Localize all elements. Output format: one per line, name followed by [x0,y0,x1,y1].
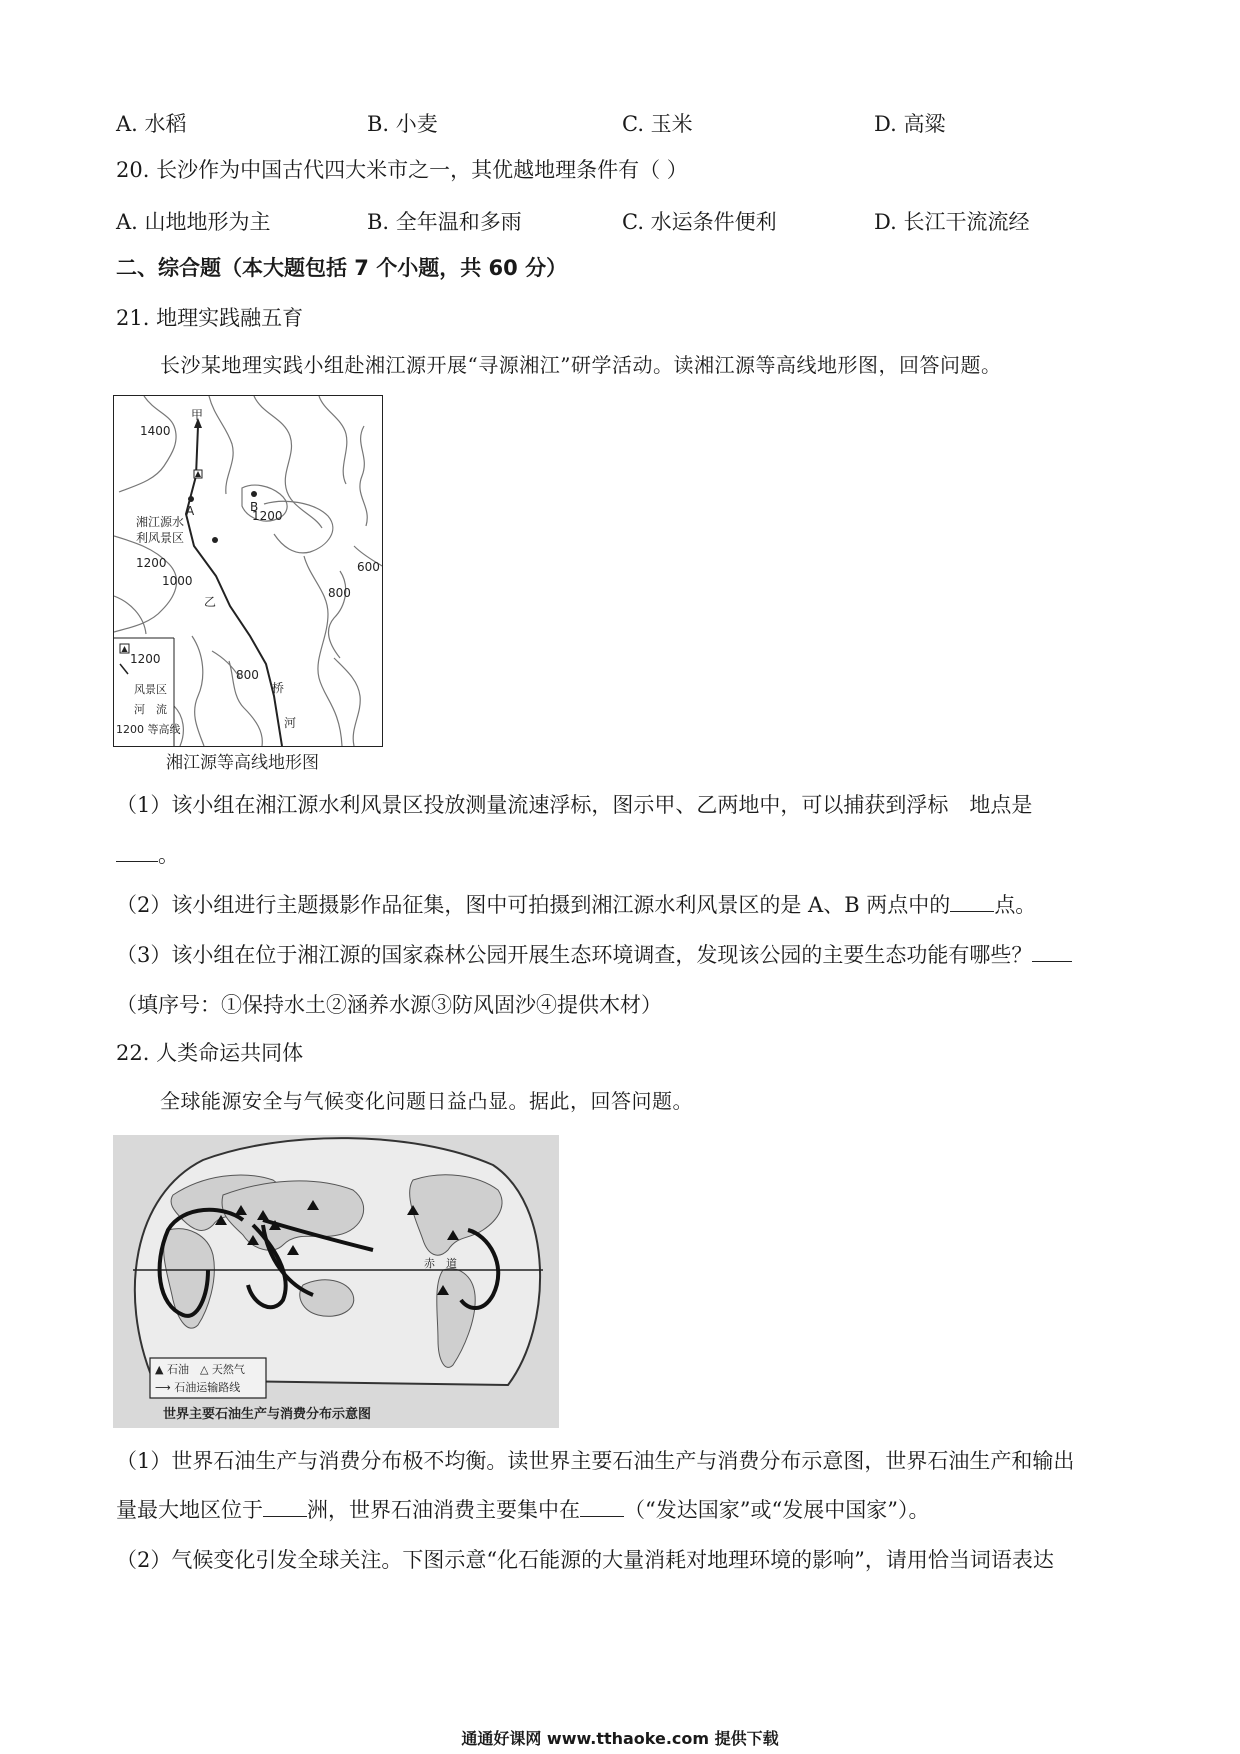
contour-label-800-right: 800 [328,586,351,600]
q20-stem: 20. 长沙作为中国古代四大米市之一，其优越地理条件有（ ） [116,158,688,182]
q19-option-a: A. 水稻 [116,112,187,136]
q19-option-c: C. 玉米 [622,112,693,136]
q21-sub1-answer-line [116,843,179,868]
contour-map [113,395,383,747]
label-jia: 甲 [191,408,204,422]
q21-sub3-note: （填序号：①保持水土②涵养水源③防风固沙④提供木材） [116,993,662,1017]
legend-contour: 1200 等高线 [116,723,181,736]
scenic-label-line2: 利风景区 [136,531,185,545]
label-qiao: 桥 [272,681,285,695]
answer-blank[interactable] [580,1498,624,1517]
legend-river: 河 流 [134,703,167,716]
q21-sub1 [116,793,1032,818]
label-yi: 乙 [204,595,217,609]
q21-sub3-text: （3）该小组在位于湘江源的国家森林公园开展生态环境调查，发现该公园的主要生态功能有哪些？ [116,943,1033,967]
q20-option-b: B. 全年温和多雨 [367,210,522,234]
q21-sub3 [116,943,1072,968]
section-heading: 二、综合题（本大题包括 7 个小题，共 60 分） [116,256,568,280]
page-footer: 通通好课网 www.tthaoke.com 提供下载 [461,1729,779,1748]
q21-sub1-end: 。 [158,843,179,867]
q21-intro: 长沙某地理实践小组赴湘江源开展“寻源湘江”研学活动。读湘江源等高线地形图，回答问题。 [160,353,1002,377]
q22-intro: 全球能源安全与气候变化问题日益凸显。据此，回答问题。 [160,1089,693,1113]
contour-map-caption: 湘江源等高线地形图 [166,753,319,773]
q20-option-a: A. 山地地形为主 [116,210,271,234]
map-legend-route: ⟶ 石油运输路线 [155,1381,241,1394]
q19-option-b: B. 小麦 [367,112,438,136]
q20-option-d: D. 长江干流流经 [874,210,1030,234]
contour-label-600: 600 [357,560,380,574]
equator-label: 赤 道 [424,1257,457,1270]
world-map-caption: 世界主要石油生产与消费分布示意图 [163,1407,372,1422]
q21-sub2-end: 点。 [994,893,1037,917]
contour-label-800-bottom: 800 [236,668,259,682]
scenic-label-line1: 湘江源水 [136,515,185,529]
answer-blank[interactable] [950,893,994,912]
contour-label-1000: 1000 [162,574,193,588]
q22-sub1-text-c: （“发达国家”或“发展中国家”）。 [624,1498,930,1522]
q19-option-d: D. 高粱 [874,112,946,136]
q22-sub1-line2 [116,1498,929,1523]
q20-option-c: C. 水运条件便利 [622,210,777,234]
q22-title: 22. 人类命运共同体 [116,1041,304,1065]
world-oil-map [113,1135,559,1428]
answer-blank[interactable] [1032,943,1072,962]
q22-sub1-text-b: 洲，世界石油消费主要集中在 [307,1498,580,1522]
map-legend-resources: ▲ 石油 △ 天然气 [155,1363,245,1376]
q22-sub2-line1: （2）气候变化引发全球关注。下图示意“化石能源的大量消耗对地理环境的影响”，请用恰当词语表达 [116,1548,1054,1572]
label-he: 河 [284,716,297,730]
contour-label-1400: 1400 [140,424,171,438]
q21-title: 21. 地理实践融五育 [116,306,304,330]
q21-sub2 [116,893,1036,918]
label-a: A [186,504,195,518]
answer-blank[interactable] [263,1498,307,1517]
q22-sub1-text-a: 量最大地区位于 [116,1498,263,1522]
legend-scenic: 风景区 [134,683,167,696]
label-b: B [250,500,259,514]
answer-blank[interactable] [116,843,158,862]
q21-sub2-text: （2）该小组进行主题摄影作品征集，图中可拍摄到湘江源水利风景区的是 A、B 两点中的 [116,893,951,917]
contour-label-1200-left: 1200 [136,556,167,570]
contour-label-1200-bottom: 1200 [130,652,161,666]
q22-sub1-line1: （1）世界石油生产与消费分布极不均衡。读世界主要石油生产与消费分布示意图，世界石油生产和输出 [116,1449,1075,1473]
q21-sub1-text: （1）该小组在湘江源水利风景区投放测量流速浮标，图示甲、乙两地中，可以捕获到浮标 地点是 [116,793,1033,817]
contour-label-1200-top: 1200 [252,509,283,523]
